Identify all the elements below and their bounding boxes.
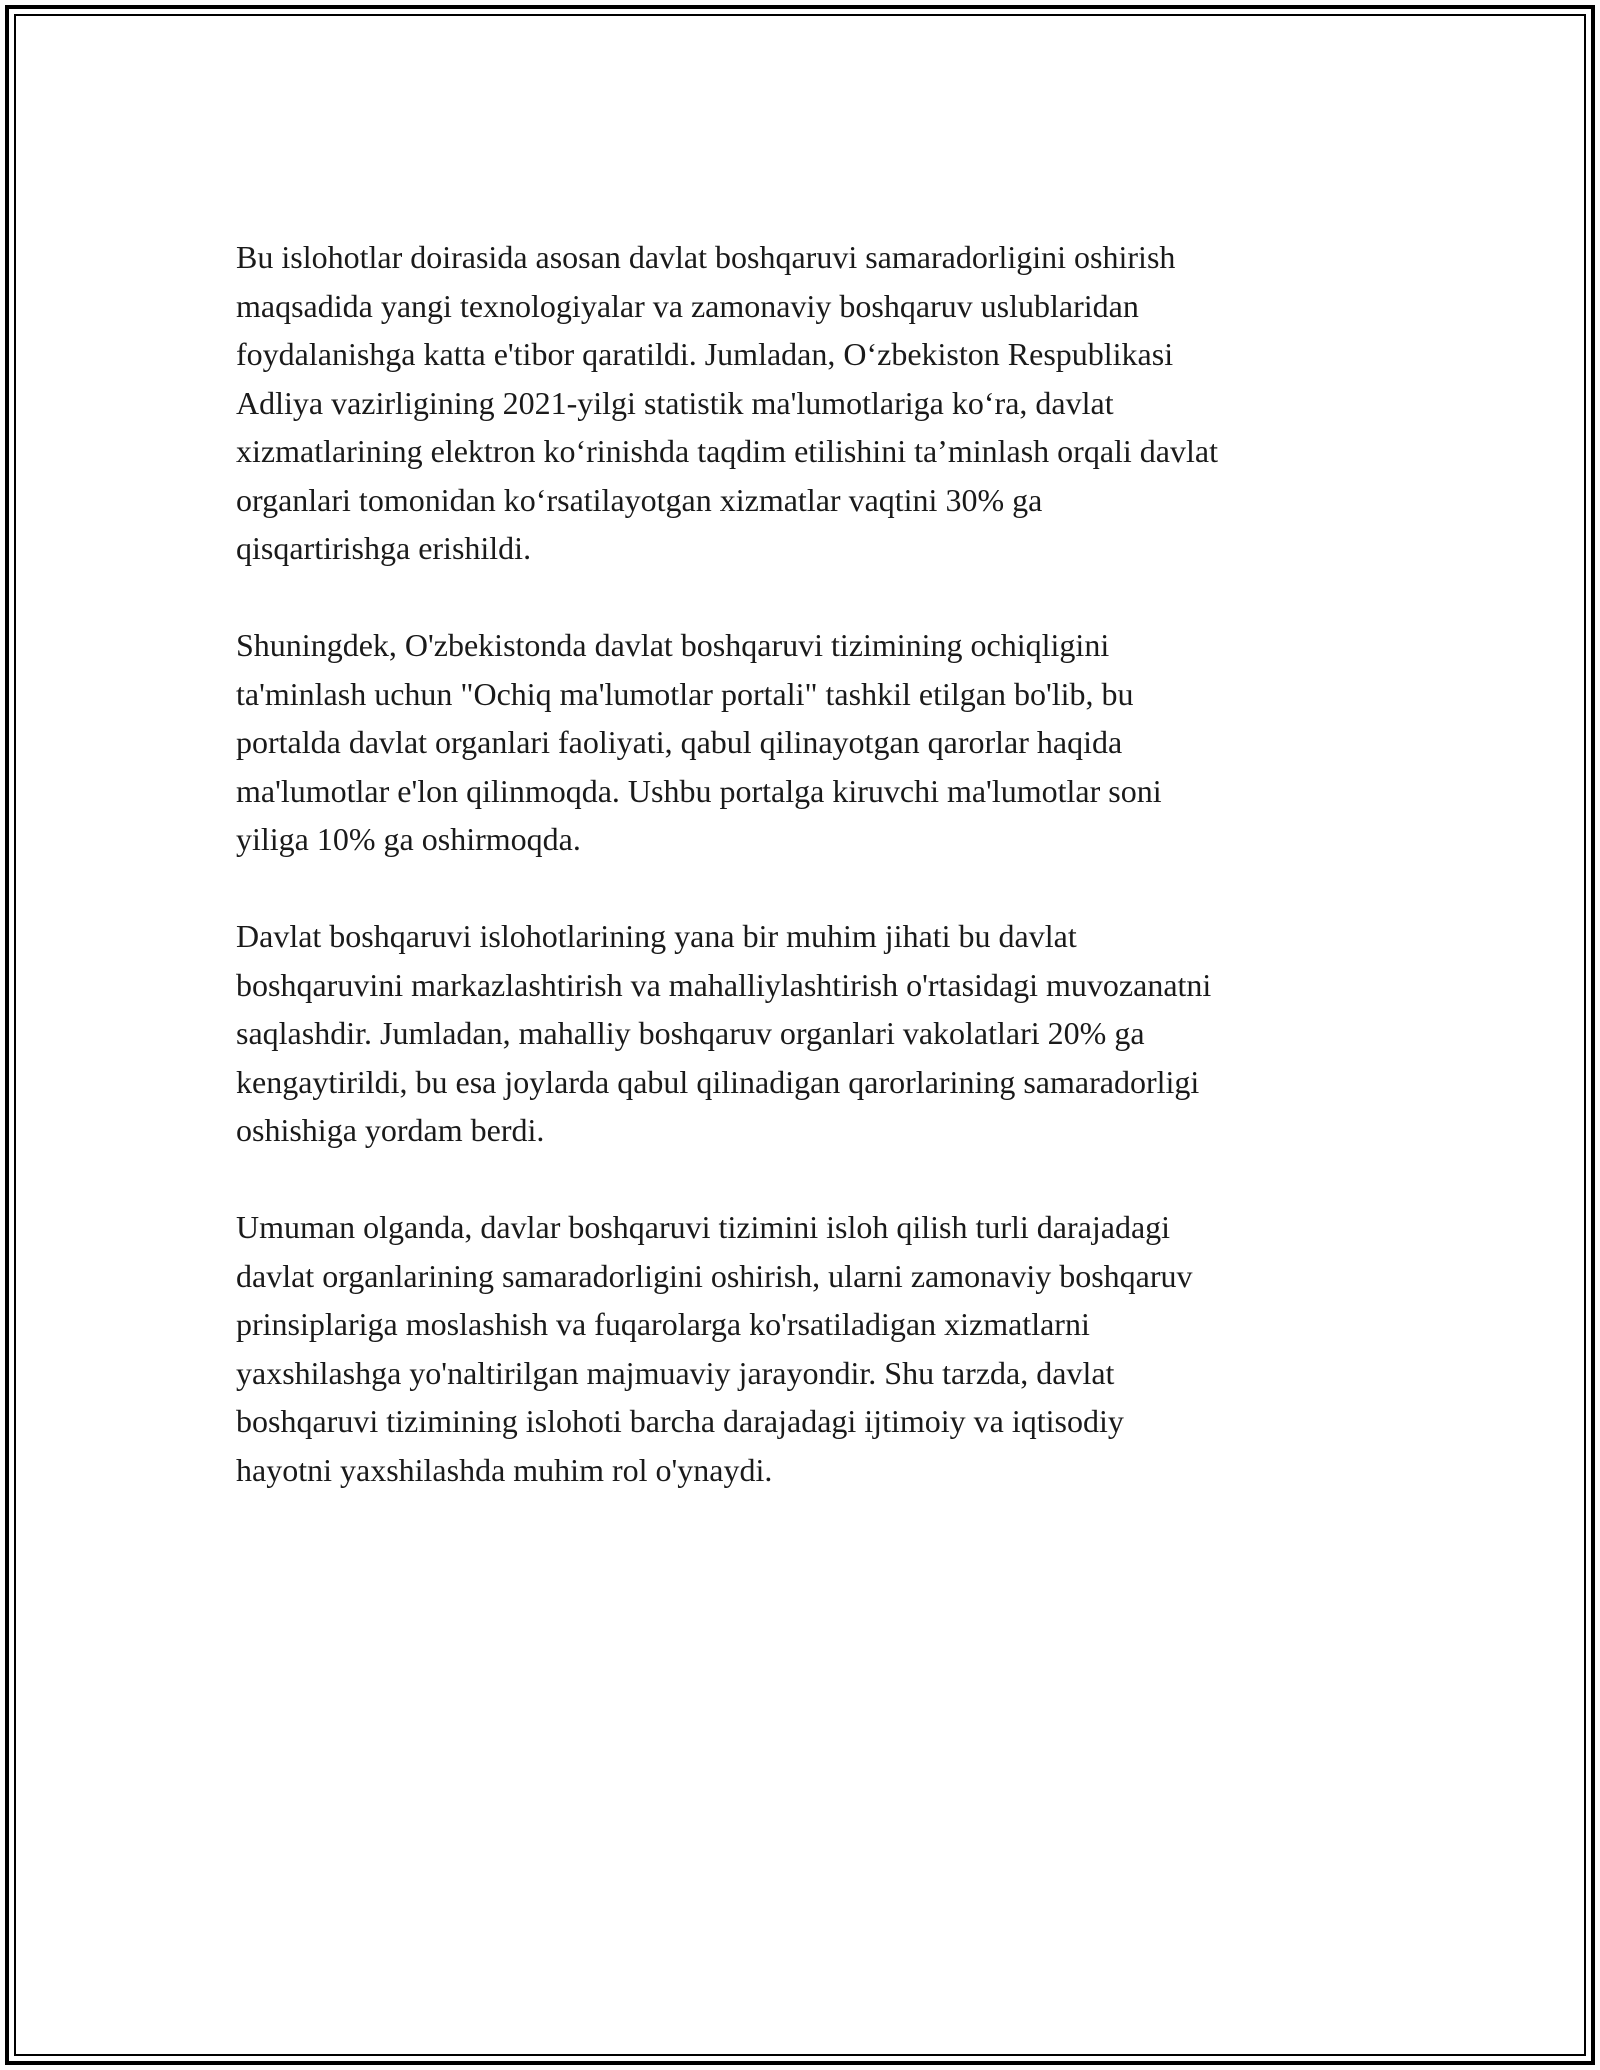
paragraph-line: foydalanishga katta e'tibor qaratildi. Jumladan, O‘zbekiston Respublikasi	[236, 336, 1174, 372]
paragraph-line: ma'lumotlar e'lon qilinmoqda. Ushbu portalga kiruvchi ma'lumotlar soni	[236, 772, 1162, 809]
paragraph-line: Umuman olganda, davlar boshqaruvi tizimini isloh qilish turli darajadagi	[236, 1209, 1171, 1245]
paragraph-4	[236, 1203, 1396, 1494]
paragraph-line: hayotni yaxshilashda muhim rol o'ynaydi.	[236, 1451, 773, 1488]
paragraph-3	[236, 912, 1396, 1155]
paragraph-line: organlari tomonidan ko‘rsatilayotgan xizmatlar vaqtini 30% ga	[236, 481, 1043, 518]
paragraph-line: qisqartirishga erishildi.	[236, 530, 532, 566]
paragraph-line: Bu islohotlar doirasida asosan davlat boshqaruvi samaradorligini oshirish	[236, 239, 1176, 275]
document-body	[236, 233, 1396, 1543]
paragraph-line: Davlat boshqaruvi islohotlarining yana bir muhim jihati bu davlat	[236, 918, 1077, 954]
paragraph-line: prinsiplariga moslashish va fuqarolarga ko'rsatiladigan xizmatlarni	[236, 1306, 1090, 1342]
paragraph-line: Shuningdek, O'zbekistonda davlat boshqaruvi tizimining ochiqligini	[236, 627, 1110, 663]
paragraph-line: kengaytirildi, bu esa joylarda qabul qilinadigan qarorlarining samaradorligi	[236, 1063, 1200, 1100]
paragraph-2	[236, 621, 1396, 864]
paragraph-line: portalda davlat organlari faoliyati, qabul qilinayotgan qarorlar haqida	[236, 724, 1123, 760]
paragraph-line: yaxshilashga yo'naltirilgan majmuaviy jarayondir. Shu tarzda, davlat	[236, 1354, 1115, 1391]
paragraph-line: saqlashdir. Jumladan, mahalliy boshqaruv organlari vakolatlari 20% ga	[236, 1015, 1145, 1051]
paragraph-line: maqsadida yangi texnologiyalar va zamonaviy boshqaruv uslublaridan	[236, 287, 1139, 324]
paragraph-line: xizmatlarining elektron ko‘rinishda taqdim etilishini ta’minlash orqali davlat	[236, 433, 1218, 469]
paragraph-line: ta'minlash uchun "Ochiq ma'lumotlar portali" tashkil etilgan bo'lib, bu	[236, 675, 1134, 712]
paragraph-line: davlat organlarining samaradorligini oshirish, ularni zamonaviy boshqaruv	[236, 1257, 1193, 1294]
paragraph-1	[236, 233, 1396, 573]
paragraph-line: boshqaruvi tizimining islohoti barcha darajadagi ijtimoiy va iqtisodiy	[236, 1403, 1124, 1439]
paragraph-line: oshishiga yordam berdi.	[236, 1112, 545, 1148]
paragraph-line: Adliya vazirligining 2021-yilgi statistik ma'lumotlariga ko‘ra, davlat	[236, 384, 1114, 421]
paragraph-line: yiliga 10% ga oshirmoqda.	[236, 821, 581, 857]
paragraph-line: boshqaruvini markazlashtirish va mahalliylashtirish o'rtasidagi muvozanatni	[236, 966, 1212, 1003]
